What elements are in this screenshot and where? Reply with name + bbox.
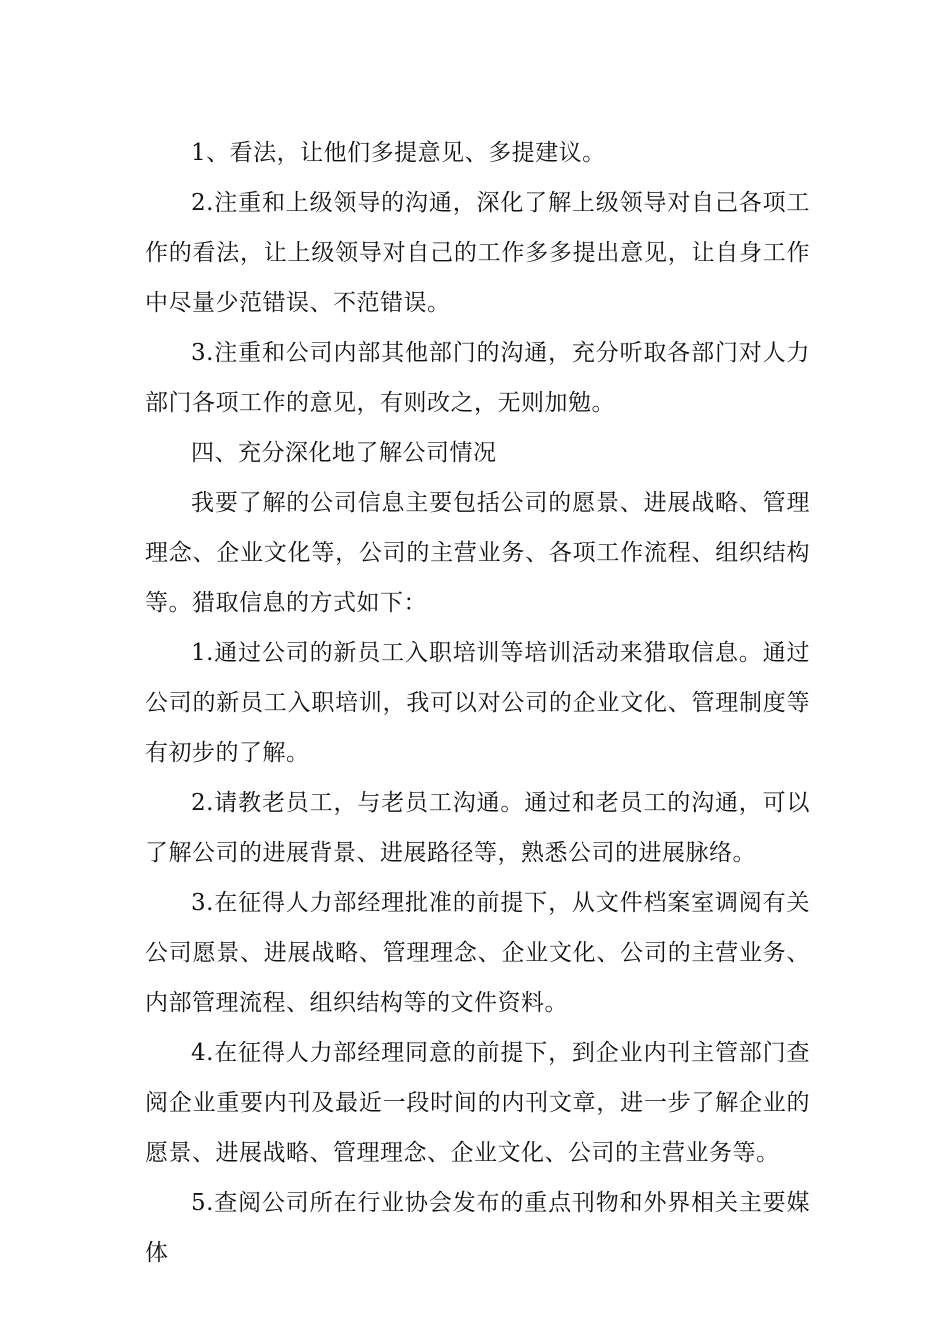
- paragraph-9: 5.查阅公司所在行业协会发布的重点刊物和外界相关主要媒体: [145, 1190, 810, 1266]
- paragraph-8: 4.在征得人力部经理同意的前提下，到企业内刊主管部门查阅企业重要内刊及最近一段时间的内刊文章，进一步了解企业的愿景、进展战略、管理理念、企业文化、公司的主营业务等。: [145, 1040, 810, 1166]
- paragraph-1: 1、看法，让他们多提意见、多提建议。: [191, 140, 606, 166]
- section-heading: 四、充分深化地了解公司情况: [191, 440, 497, 466]
- paragraph-4: 我要了解的公司信息主要包括公司的愿景、进展战略、管理理念、企业文化等，公司的主营业务、各项工作流程、组织结构等。猎取信息的方式如下：: [145, 490, 810, 616]
- paragraph-2: 2.注重和上级领导的沟通，深化了解上级领导对自己各项工作的看法，让上级领导对自己的工作多多提出意见，让自身工作中尽量少范错误、不范错误。: [145, 190, 810, 316]
- paragraph-7: 3.在征得人力部经理批准的前提下，从文件档案室调阅有关公司愿景、进展战略、管理理念、企业文化、公司的主营业务、内部管理流程、组织结构等的文件资料。: [145, 890, 810, 1016]
- document-body: [145, 128, 810, 1278]
- paragraph-3: 3.注重和公司内部其他部门的沟通，充分听取各部门对人力部门各项工作的意见，有则改之，无则加勉。: [145, 340, 810, 416]
- paragraph-5: 1.通过公司的新员工入职培训等培训活动来猎取信息。通过公司的新员工入职培训，我可以对公司的企业文化、管理制度等有初步的了解。: [145, 640, 810, 766]
- paragraph-6: 2.请教老员工，与老员工沟通。通过和老员工的沟通，可以了解公司的进展背景、进展路径等，熟悉公司的进展脉络。: [145, 790, 810, 866]
